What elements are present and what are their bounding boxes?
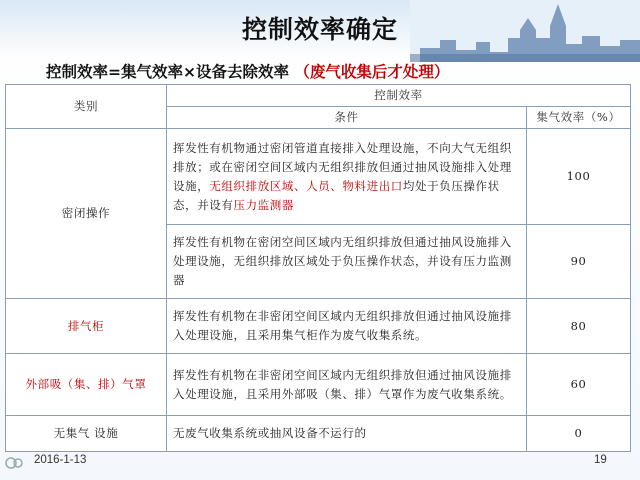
condition-text: 挥发性有机物通过密闭管道直接排入处理设施，不向大气无组织排放；或在密闭空间区域内无组织排放但通过抽风设施排入处理设施， [173, 140, 512, 193]
category-cell: 密闭操作 [6, 129, 167, 299]
efficiency-formula [46, 60, 606, 82]
footer-date: 2016-1-13 [34, 454, 87, 466]
condition-cell: 挥发性有机物在密闭空间区域内无组织排放但通过抽风设施排入处理设施，无组织排放区域处于负压操作状态，并设有压力监测器 [167, 225, 527, 299]
efficiency-cell: 90 [527, 225, 631, 299]
condition-highlight: 无组织排放区域、人员、物料进出口 [209, 178, 403, 193]
efficiency-cell: 80 [527, 299, 631, 354]
condition-cell: 挥发性有机物在非密闭空间区域内无组织排放但通过抽风设施排入处理设施，且采用集气柜作为废气收集系统。 [167, 299, 527, 354]
category-cell: 外部吸（集、排）气罩 [6, 354, 167, 416]
table-row [6, 129, 631, 225]
condition-text: 均处于负压操作状态，并设有 [173, 178, 500, 212]
condition-cell [167, 129, 527, 225]
efficiency-cell: 60 [527, 354, 631, 416]
header-condition: 条件 [167, 107, 527, 129]
category-cell: 无集气 设施 [6, 416, 167, 452]
table-row [6, 354, 631, 416]
control-efficiency-table [5, 84, 631, 452]
condition-cell: 无废气收集系统或抽风设备不运行的 [167, 416, 527, 452]
condition-cell: 挥发性有机物在非密闭空间区域内无组织排放但通过抽风设施排入处理设施，且采用外部吸（集、排）气罩作为废气收集系统。 [167, 354, 527, 416]
header-efficiency: 集气效率（%） [527, 107, 631, 129]
page-number: 19 [594, 454, 607, 466]
watermark-logo-icon [4, 456, 24, 470]
condition-highlight: 压力监测器 [233, 197, 294, 212]
efficiency-cell: 100 [527, 129, 631, 225]
slide-title: 控制效率确定 [241, 15, 398, 44]
header-category: 类别 [6, 85, 167, 129]
header-control-efficiency: 控制效率 [167, 85, 631, 107]
category-cell: 排气柜 [6, 299, 167, 354]
efficiency-cell: 0 [527, 416, 631, 452]
formula-text: 控制效率=集气效率×设备去除效率 [46, 63, 289, 81]
formula-note: （废气收集后才处理） [294, 63, 450, 81]
table-row [6, 299, 631, 354]
table-row [6, 416, 631, 452]
